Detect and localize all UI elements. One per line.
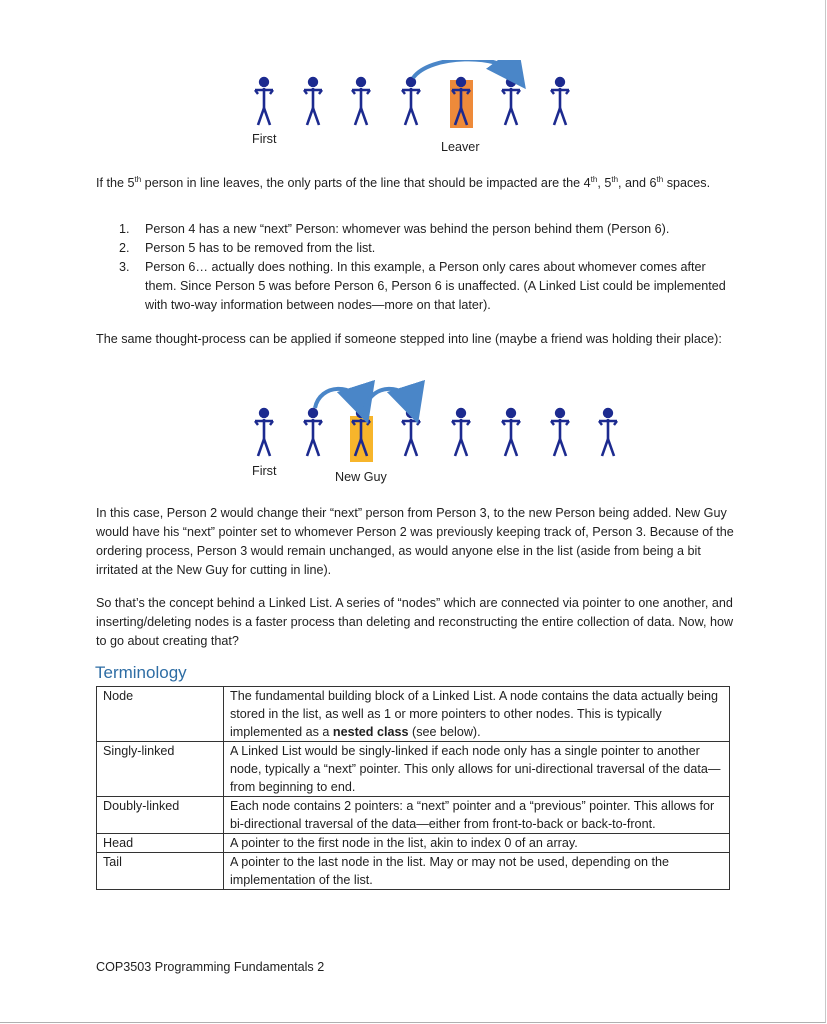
table-row	[97, 742, 730, 797]
definition-cell: Each node contains 2 pointers: a “next” pointer and a “previous” pointer. This allows for bi-directional traversal of the data—either from front-to-back or back-to-front.	[224, 797, 730, 834]
page-footer: COP3503 Programming Fundamentals 2	[96, 960, 325, 974]
term-cell: Head	[97, 834, 224, 853]
person-icon	[599, 408, 617, 456]
new-guy-label: New Guy	[335, 470, 387, 484]
terminology-heading: Terminology	[95, 663, 187, 682]
steps-list	[96, 220, 736, 315]
definition-cell: The fundamental building block of a Linked List. A node contains the data actually being stored in the list, as well as 1 or more pointers to other nodes. This is typically implemented as a nested class (see below).	[224, 687, 730, 742]
table-row	[97, 797, 730, 834]
first-label-2: First	[252, 464, 277, 478]
list-item: 1. Person 4 has a new “next” Person: whomever was behind the person behind them (Person 6).	[119, 222, 670, 236]
person-icon	[352, 77, 370, 125]
person-icon	[502, 77, 520, 125]
term-cell: Tail	[97, 853, 224, 890]
person-icon	[551, 408, 569, 456]
person-icon	[551, 77, 569, 125]
concept-paragraph: So that’s the concept behind a Linked List. A series of “nodes” which are connected via pointer to one another, and inserting/deleting nodes is a faster process than deleting and reconstructing the entire collection of data. Now, how to go about creating that?	[96, 596, 734, 648]
person-icon	[502, 408, 520, 456]
term-cell: Doubly-linked	[97, 797, 224, 834]
person-icon	[255, 408, 273, 456]
person-icon	[304, 408, 322, 456]
skip-arrow	[413, 60, 514, 78]
figure-leaver	[0, 60, 827, 140]
person-icon	[402, 408, 420, 456]
term-cell: Node	[97, 687, 224, 742]
person-icon	[452, 408, 470, 456]
leaver-label: Leaver	[441, 140, 480, 154]
table-row	[97, 853, 730, 890]
insert-arrow-1	[315, 389, 362, 408]
definition-cell: A pointer to the last node in the list. May or may not be used, depending on the implementation of the list.	[224, 853, 730, 890]
list-item: 3. Person 6… actually does nothing. In this example, a Person only cares about whomever comes after them. Since Person 5 was before Person 6, Person 6 is unaffected. (A Linked List could be implemented with two-way information between nodes—more on that later).	[119, 260, 726, 312]
table-row	[97, 687, 730, 742]
list-item: 2. Person 5 has to be removed from the list.	[119, 241, 376, 255]
definition-cell: A pointer to the first node in the list, akin to index 0 of an array.	[224, 834, 730, 853]
person-icon	[402, 77, 420, 125]
figure-new-guy	[0, 378, 827, 468]
term-cell: Singly-linked	[97, 742, 224, 797]
person-icon	[304, 77, 322, 125]
same-process-paragraph: The same thought-process can be applied if someone stepped into line (maybe a friend was holding their place):	[96, 332, 722, 346]
intro-paragraph: If the 5th person in line leaves, the only parts of the line that should be impacted are the 4th, 5th, and 6th spaces.	[96, 175, 711, 191]
person-icon	[255, 77, 273, 125]
table-row	[97, 834, 730, 853]
definition-cell: A Linked List would be singly-linked if each node only has a single pointer to another node, typically a “next” pointer. This only allows for uni-directional traversal of the data—from beginning to end.	[224, 742, 730, 797]
terminology-table	[96, 686, 730, 890]
first-label: First	[252, 132, 277, 146]
insert-arrow-2	[365, 389, 412, 408]
case-paragraph: In this case, Person 2 would change their “next” person from Person 3, to the new Person being added. New Guy would have his “next” pointer set to whomever Person 2 was previously keeping track of, Person 3. Because of the ordering process, Person 3 would remain unchanged, as would anyone else in the list (aside from being a bit irritated at the New Guy for cutting in line).	[96, 506, 734, 577]
